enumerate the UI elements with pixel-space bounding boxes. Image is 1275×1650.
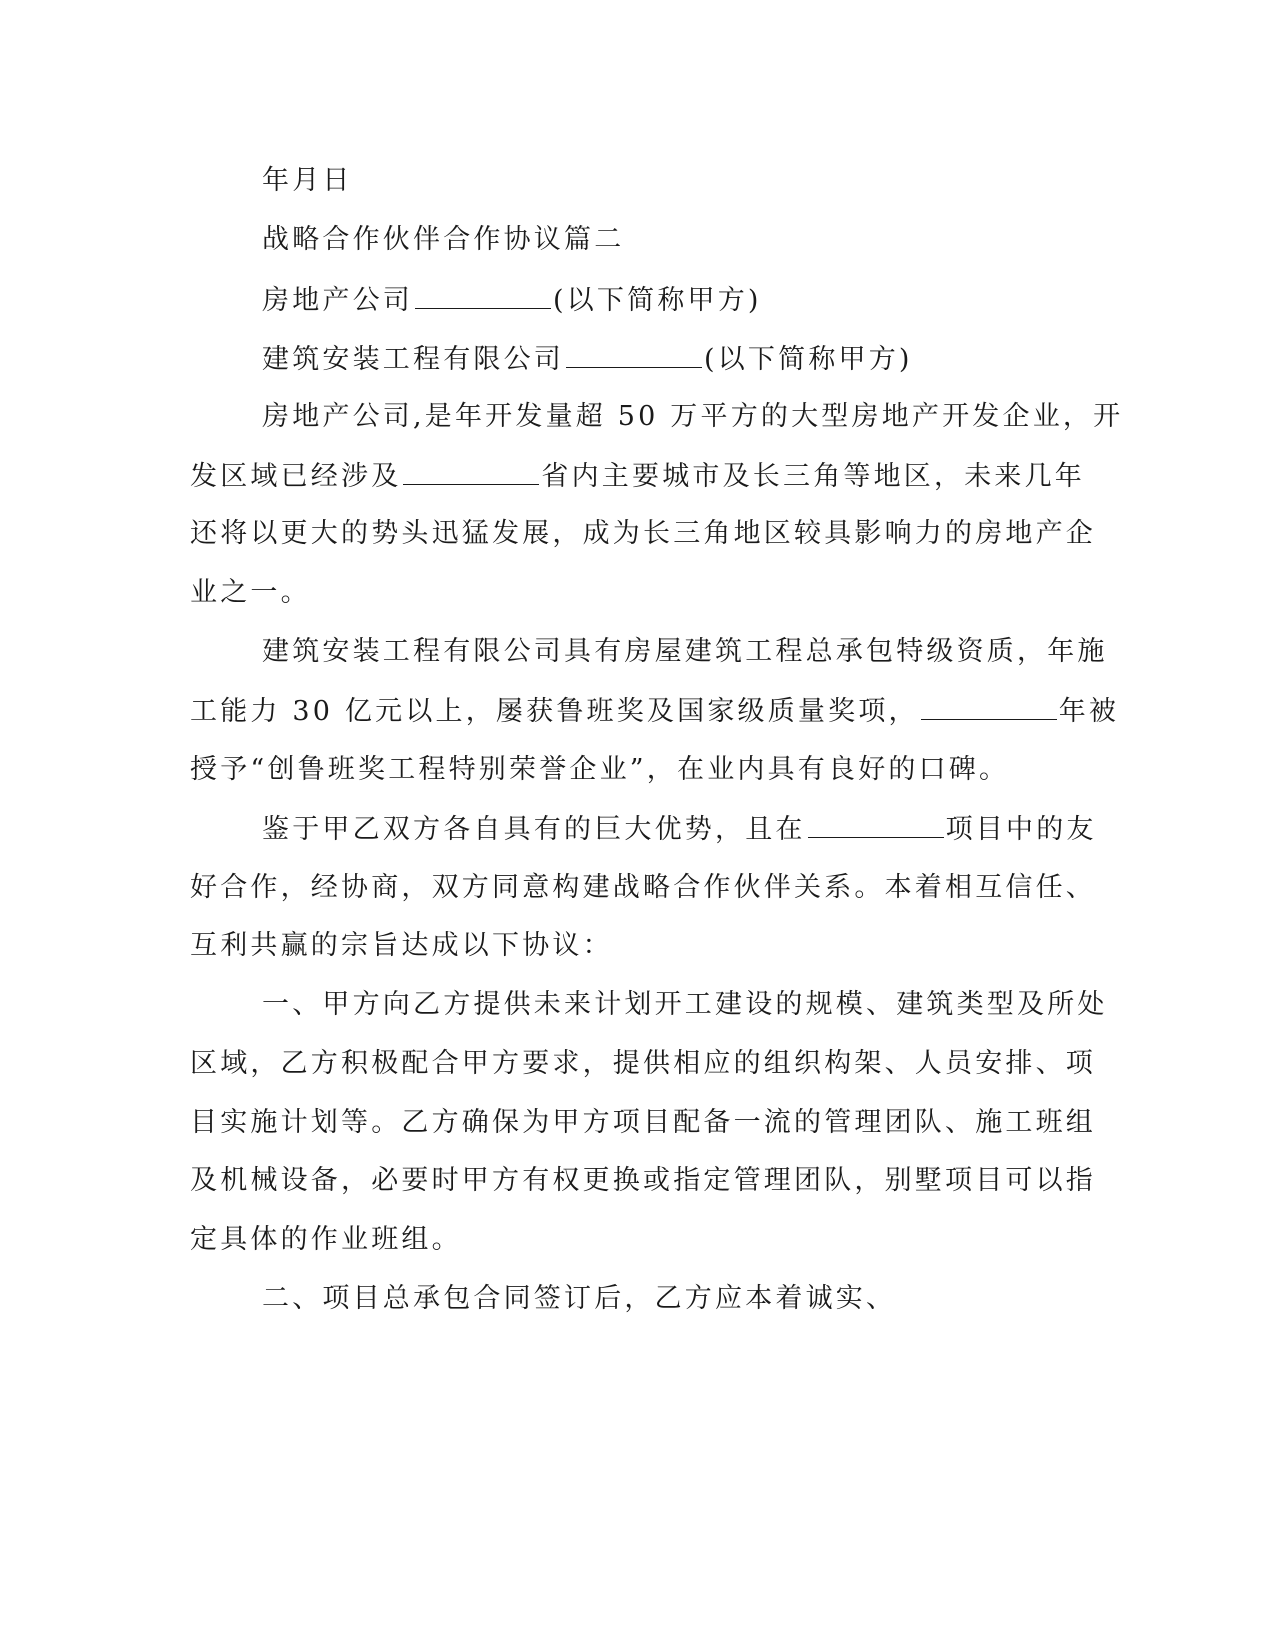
clause1-line5: 定具体的作业班组。 (190, 1224, 462, 1255)
para1-line2-before: 发区域已经涉及 (190, 461, 402, 492)
clause1-line2: 区域，乙方积极配合甲方要求，提供相应的组织构架、人员安排、项 (190, 1048, 1096, 1079)
party-a-suffix: (以下简称甲方) (553, 285, 762, 316)
para3-line3: 互利共赢的宗旨达成以下协议： (190, 930, 613, 961)
para1-blank (403, 456, 539, 485)
party-b-name: 建筑安装工程有限公司 (262, 344, 564, 375)
para3-line1 (262, 809, 1097, 849)
para2-blank (921, 691, 1057, 720)
para3-line2: 好合作，经协商，双方同意构建战略合作伙伴关系。本着相互信任、 (190, 872, 1096, 903)
clause2-line1: 二、项目总承包合同签订后，乙方应本着诚实、 (262, 1283, 897, 1314)
clause1-line1: 一、甲方向乙方提供未来计划开工建设的规模、建筑类型及所处 (262, 989, 1108, 1020)
party-a-name: 房地产公司 (262, 285, 413, 316)
para3-blank (808, 809, 944, 838)
para2-line2-after: 年被 (1058, 696, 1120, 727)
para2-line3: 授予“创鲁班奖工程特别荣誉企业”，在业内具有良好的口碑。 (190, 754, 1010, 785)
para2-line1: 建筑安装工程有限公司具有房屋建筑工程总承包特级资质，年施 (262, 636, 1108, 667)
document-heading: 战略合作伙伴合作协议篇二 (262, 224, 625, 255)
para1-line1: 房地产公司,是年开发量超 50 万平方的大型房地产开发企业，开 (262, 401, 1124, 432)
party-a-blank (415, 280, 551, 309)
para1-line3: 还将以更大的势头迅猛发展，成为长三角地区较具影响力的房地产企 (190, 518, 1096, 549)
date-line: 年月日 (262, 165, 353, 196)
party-b-line (262, 339, 913, 379)
clause1-line4: 及机械设备，必要时甲方有权更换或指定管理团队，别墅项目可以指 (190, 1165, 1096, 1196)
party-b-blank (566, 339, 702, 368)
para1-line4: 业之一。 (190, 577, 311, 608)
para3-line1-after: 项目中的友 (945, 814, 1097, 845)
clause1-line3: 目实施计划等。乙方确保为甲方项目配备一流的管理团队、施工班组 (190, 1107, 1096, 1138)
party-b-suffix: (以下简称甲方) (704, 344, 913, 375)
para3-line1-before: 鉴于甲乙双方各自具有的巨大优势，且在 (262, 814, 806, 845)
para1-line2 (190, 456, 1085, 496)
para2-line2-before: 工能力 30 亿元以上，屡获鲁班奖及国家级质量奖项， (190, 696, 919, 727)
para1-line2-after: 省内主要城市及长三角等地区，未来几年 (541, 461, 1086, 492)
para2-line2 (190, 691, 1119, 731)
party-a-line (262, 280, 762, 320)
